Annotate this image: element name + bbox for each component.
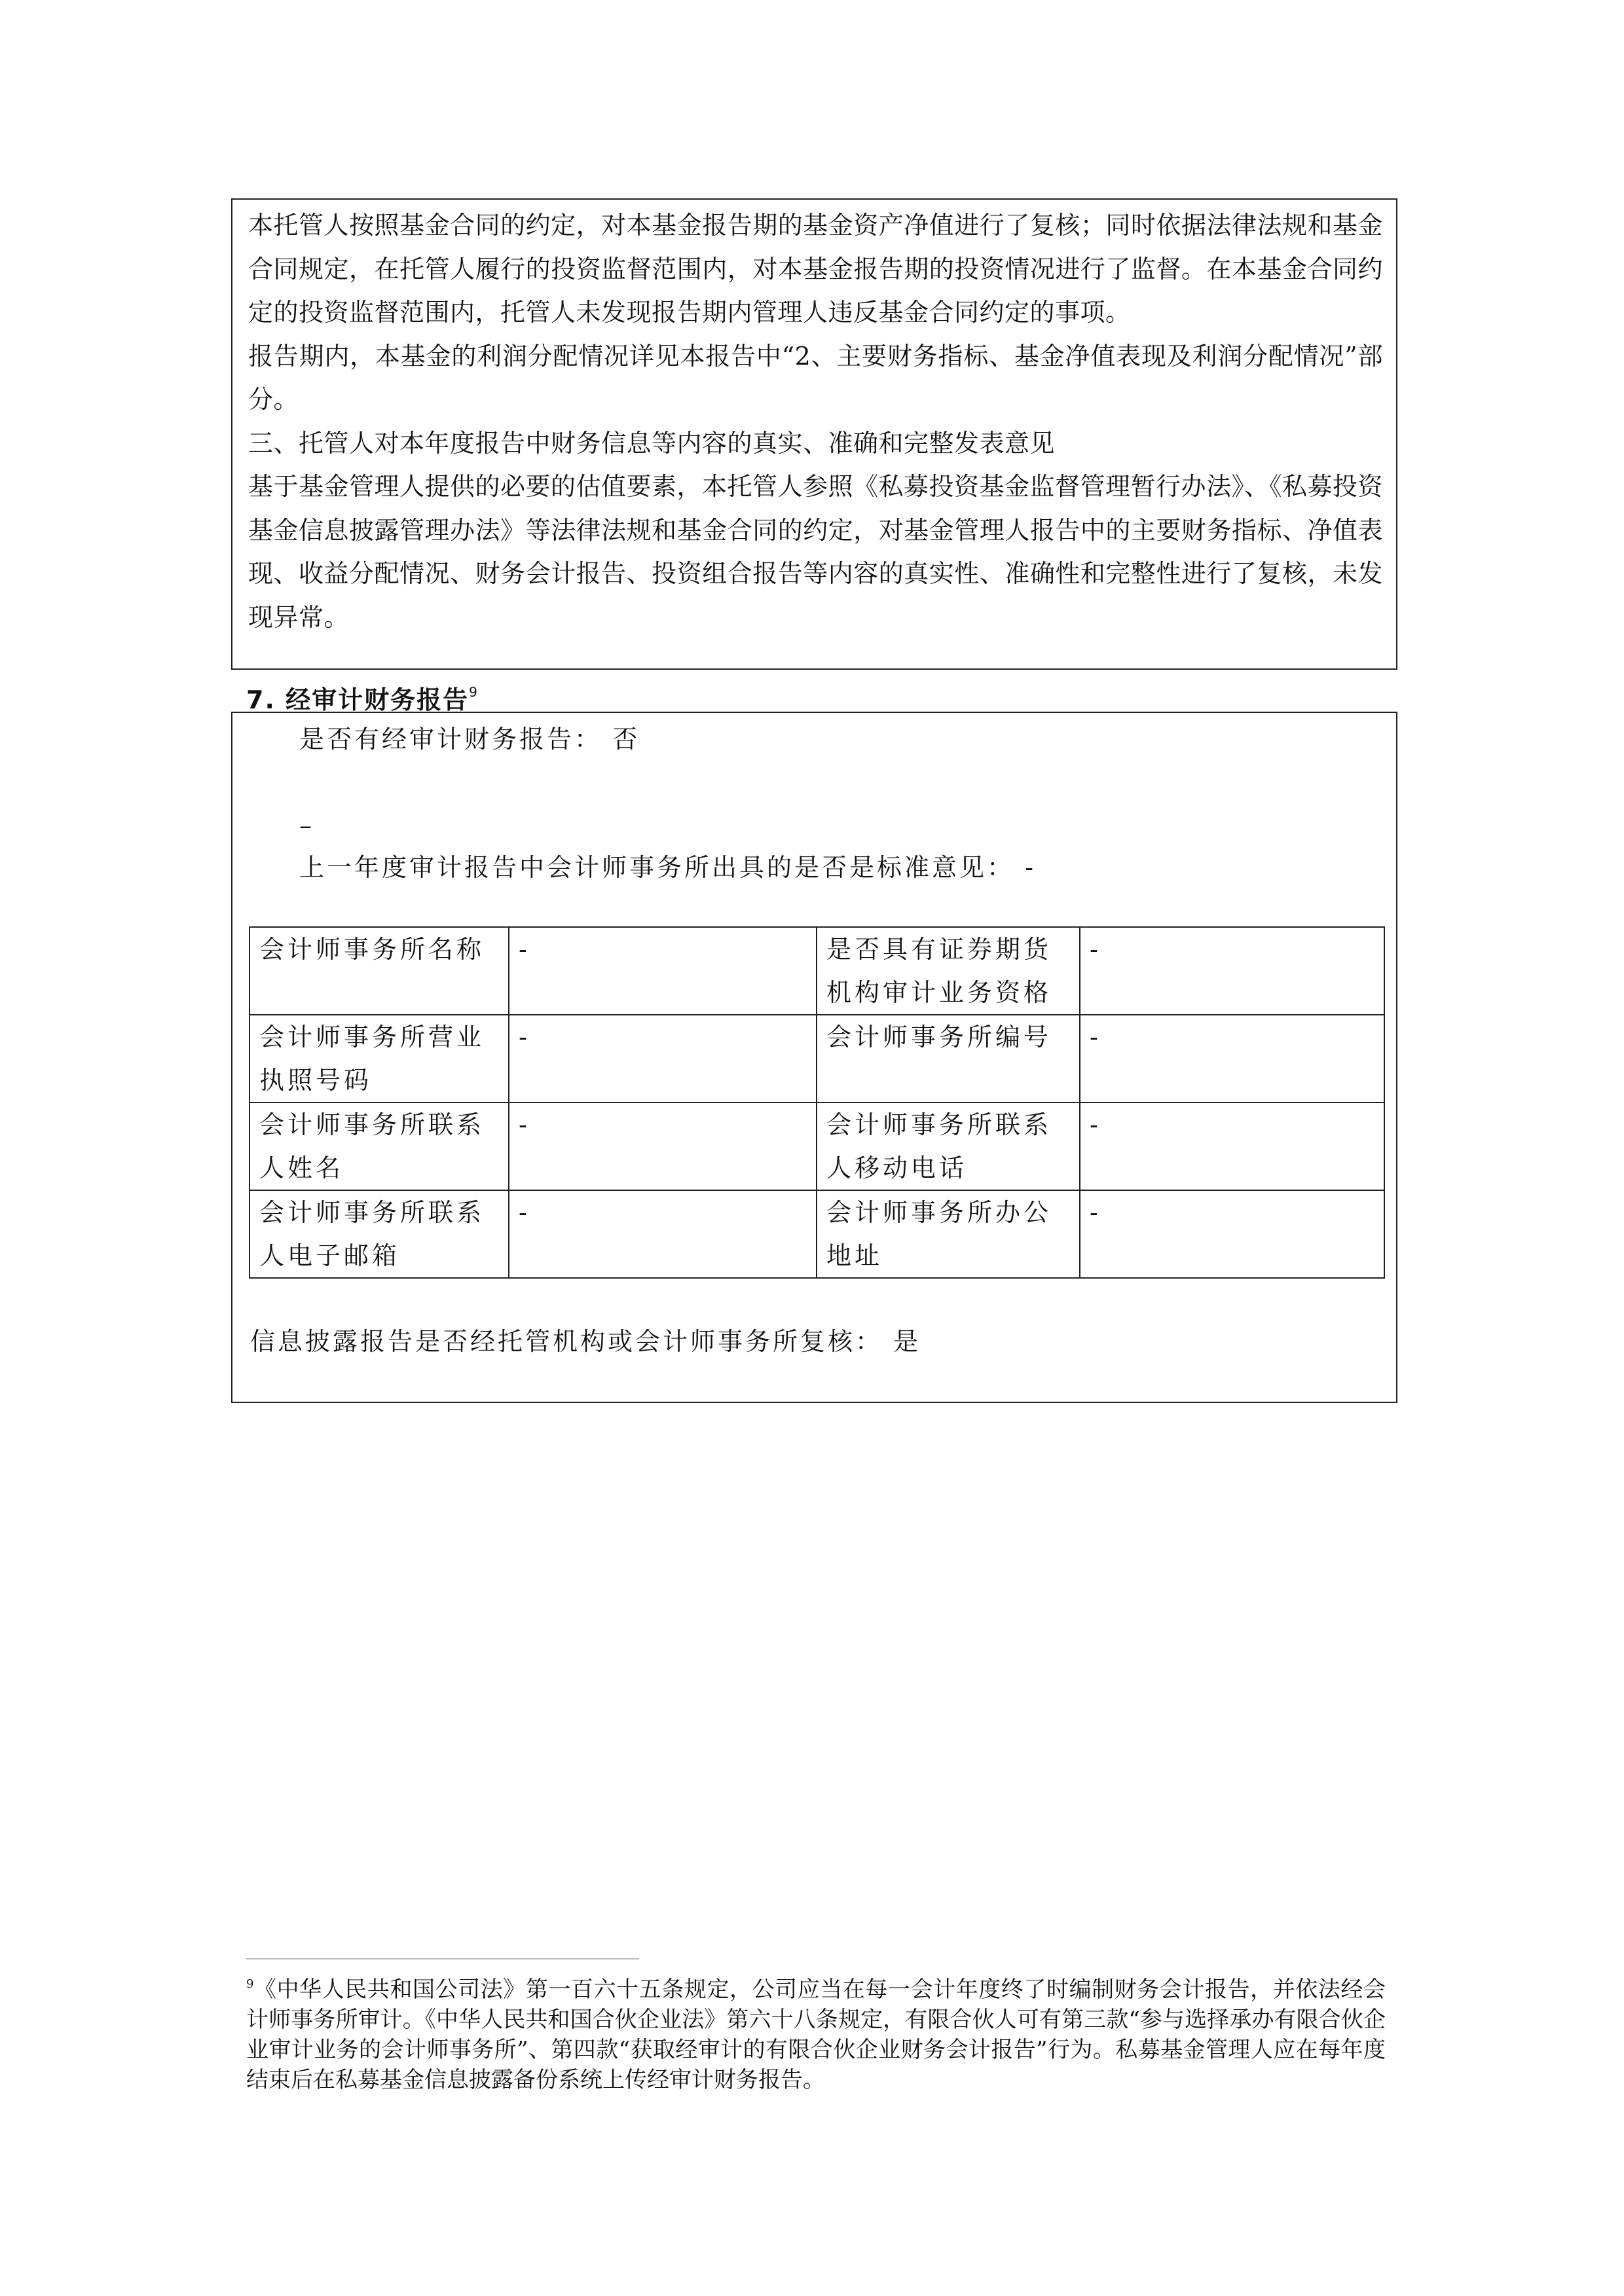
firm-number-label: 会计师事务所编号 <box>817 1015 1080 1102</box>
has-audited-report-line: 是否有经审计财务报告： 否 <box>299 725 640 754</box>
contact-email-label: 会计师事务所联系人电子邮箱 <box>249 1190 509 1278</box>
table-row <box>249 927 1384 1015</box>
contact-name-value: - <box>509 1102 817 1190</box>
opinion-paragraph-review: 本托管人按照基金合同的约定，对本基金报告期的基金资产净值进行了复核；同时依据法律法规和基金合同规定，在托管人履行的投资监督范围内，对本基金报告期的投资情况进行了监督。在本基金合同约定的投资监督范围内，托管人未发现报告期内管理人违反基金合同约定的事项。 <box>248 211 1383 327</box>
firm-name-value: - <box>509 927 817 1015</box>
audited-report-box <box>231 712 1397 1403</box>
securities-qualification-value: - <box>1080 927 1384 1015</box>
footnote-ref[interactable]: 9 <box>469 684 477 700</box>
footnote <box>246 1969 1386 2095</box>
footnote-number: 9 <box>246 1977 254 1991</box>
office-address-label: 会计师事务所办公地址 <box>817 1190 1080 1278</box>
contact-email-value: - <box>509 1190 817 1278</box>
firm-name-label: 会计师事务所名称 <box>249 927 509 1015</box>
accounting-firm-table <box>249 926 1385 1279</box>
contact-mobile-value: - <box>1080 1102 1384 1190</box>
section-heading <box>246 673 477 714</box>
opinion-paragraph-verification: 基于基金管理人提供的必要的估值要素，本托管人参照《私募投资基金监督管理暂行办法》、《私募投资基金信息披露管理办法》等法律法规和基金合同的约定，对基金管理人报告中的主要财务指标、净值表现、收益分配情况、财务会计报告、投资组合报告等内容的真实性、准确性和完整性进行了复核，未发现异常。 <box>248 472 1384 632</box>
footnote-text: 《中华人民共和国公司法》第一百六十五条规定，公司应当在每一会计年度终了时编制财务会计报告，并依法经会计师事务所审计。《中华人民共和国合伙企业法》第六十八条规定，有限合伙人可有第三款“参与选择承办有限合伙企业审计业务的会计师事务所”、第四款“获取经审计的有限合伙企业财务会计报告”行为。私募基金管理人应在每年度结束后在私募基金信息披露备份系统上传经审计财务报告。 <box>246 1977 1386 2093</box>
disclosure-reviewed-line: 信息披露报告是否经托管机构或会计师事务所复核： 是 <box>250 1327 921 1356</box>
section-title: 7. 经审计财务报告 <box>246 685 470 714</box>
office-address-value: - <box>1080 1190 1384 1278</box>
table-row <box>249 1015 1384 1102</box>
footnote-divider <box>246 1958 639 1959</box>
opinion-heading-three: 三、托管人对本年度报告中财务信息等内容的真实、准确和完整发表意见 <box>248 428 1056 458</box>
business-license-label: 会计师事务所营业执照号码 <box>249 1015 509 1102</box>
dash-line: – <box>299 811 314 840</box>
table-row <box>249 1102 1384 1190</box>
prev-year-opinion-line: 上一年度审计报告中会计师事务所出具的是否是标准意见： - <box>299 853 1036 882</box>
contact-mobile-label: 会计师事务所联系人移动电话 <box>817 1102 1080 1190</box>
table-row <box>249 1190 1384 1278</box>
firm-number-value: - <box>1080 1015 1384 1102</box>
custodian-opinion-box <box>231 198 1397 670</box>
business-license-value: - <box>509 1015 817 1102</box>
contact-name-label: 会计师事务所联系人姓名 <box>249 1102 509 1190</box>
securities-qualification-label: 是否具有证券期货机构审计业务资格 <box>817 927 1080 1015</box>
opinion-paragraph-profit: 报告期内，本基金的利润分配情况详见本报告中“2、主要财务指标、基金净值表现及利润分配情况”部分。 <box>248 341 1383 414</box>
